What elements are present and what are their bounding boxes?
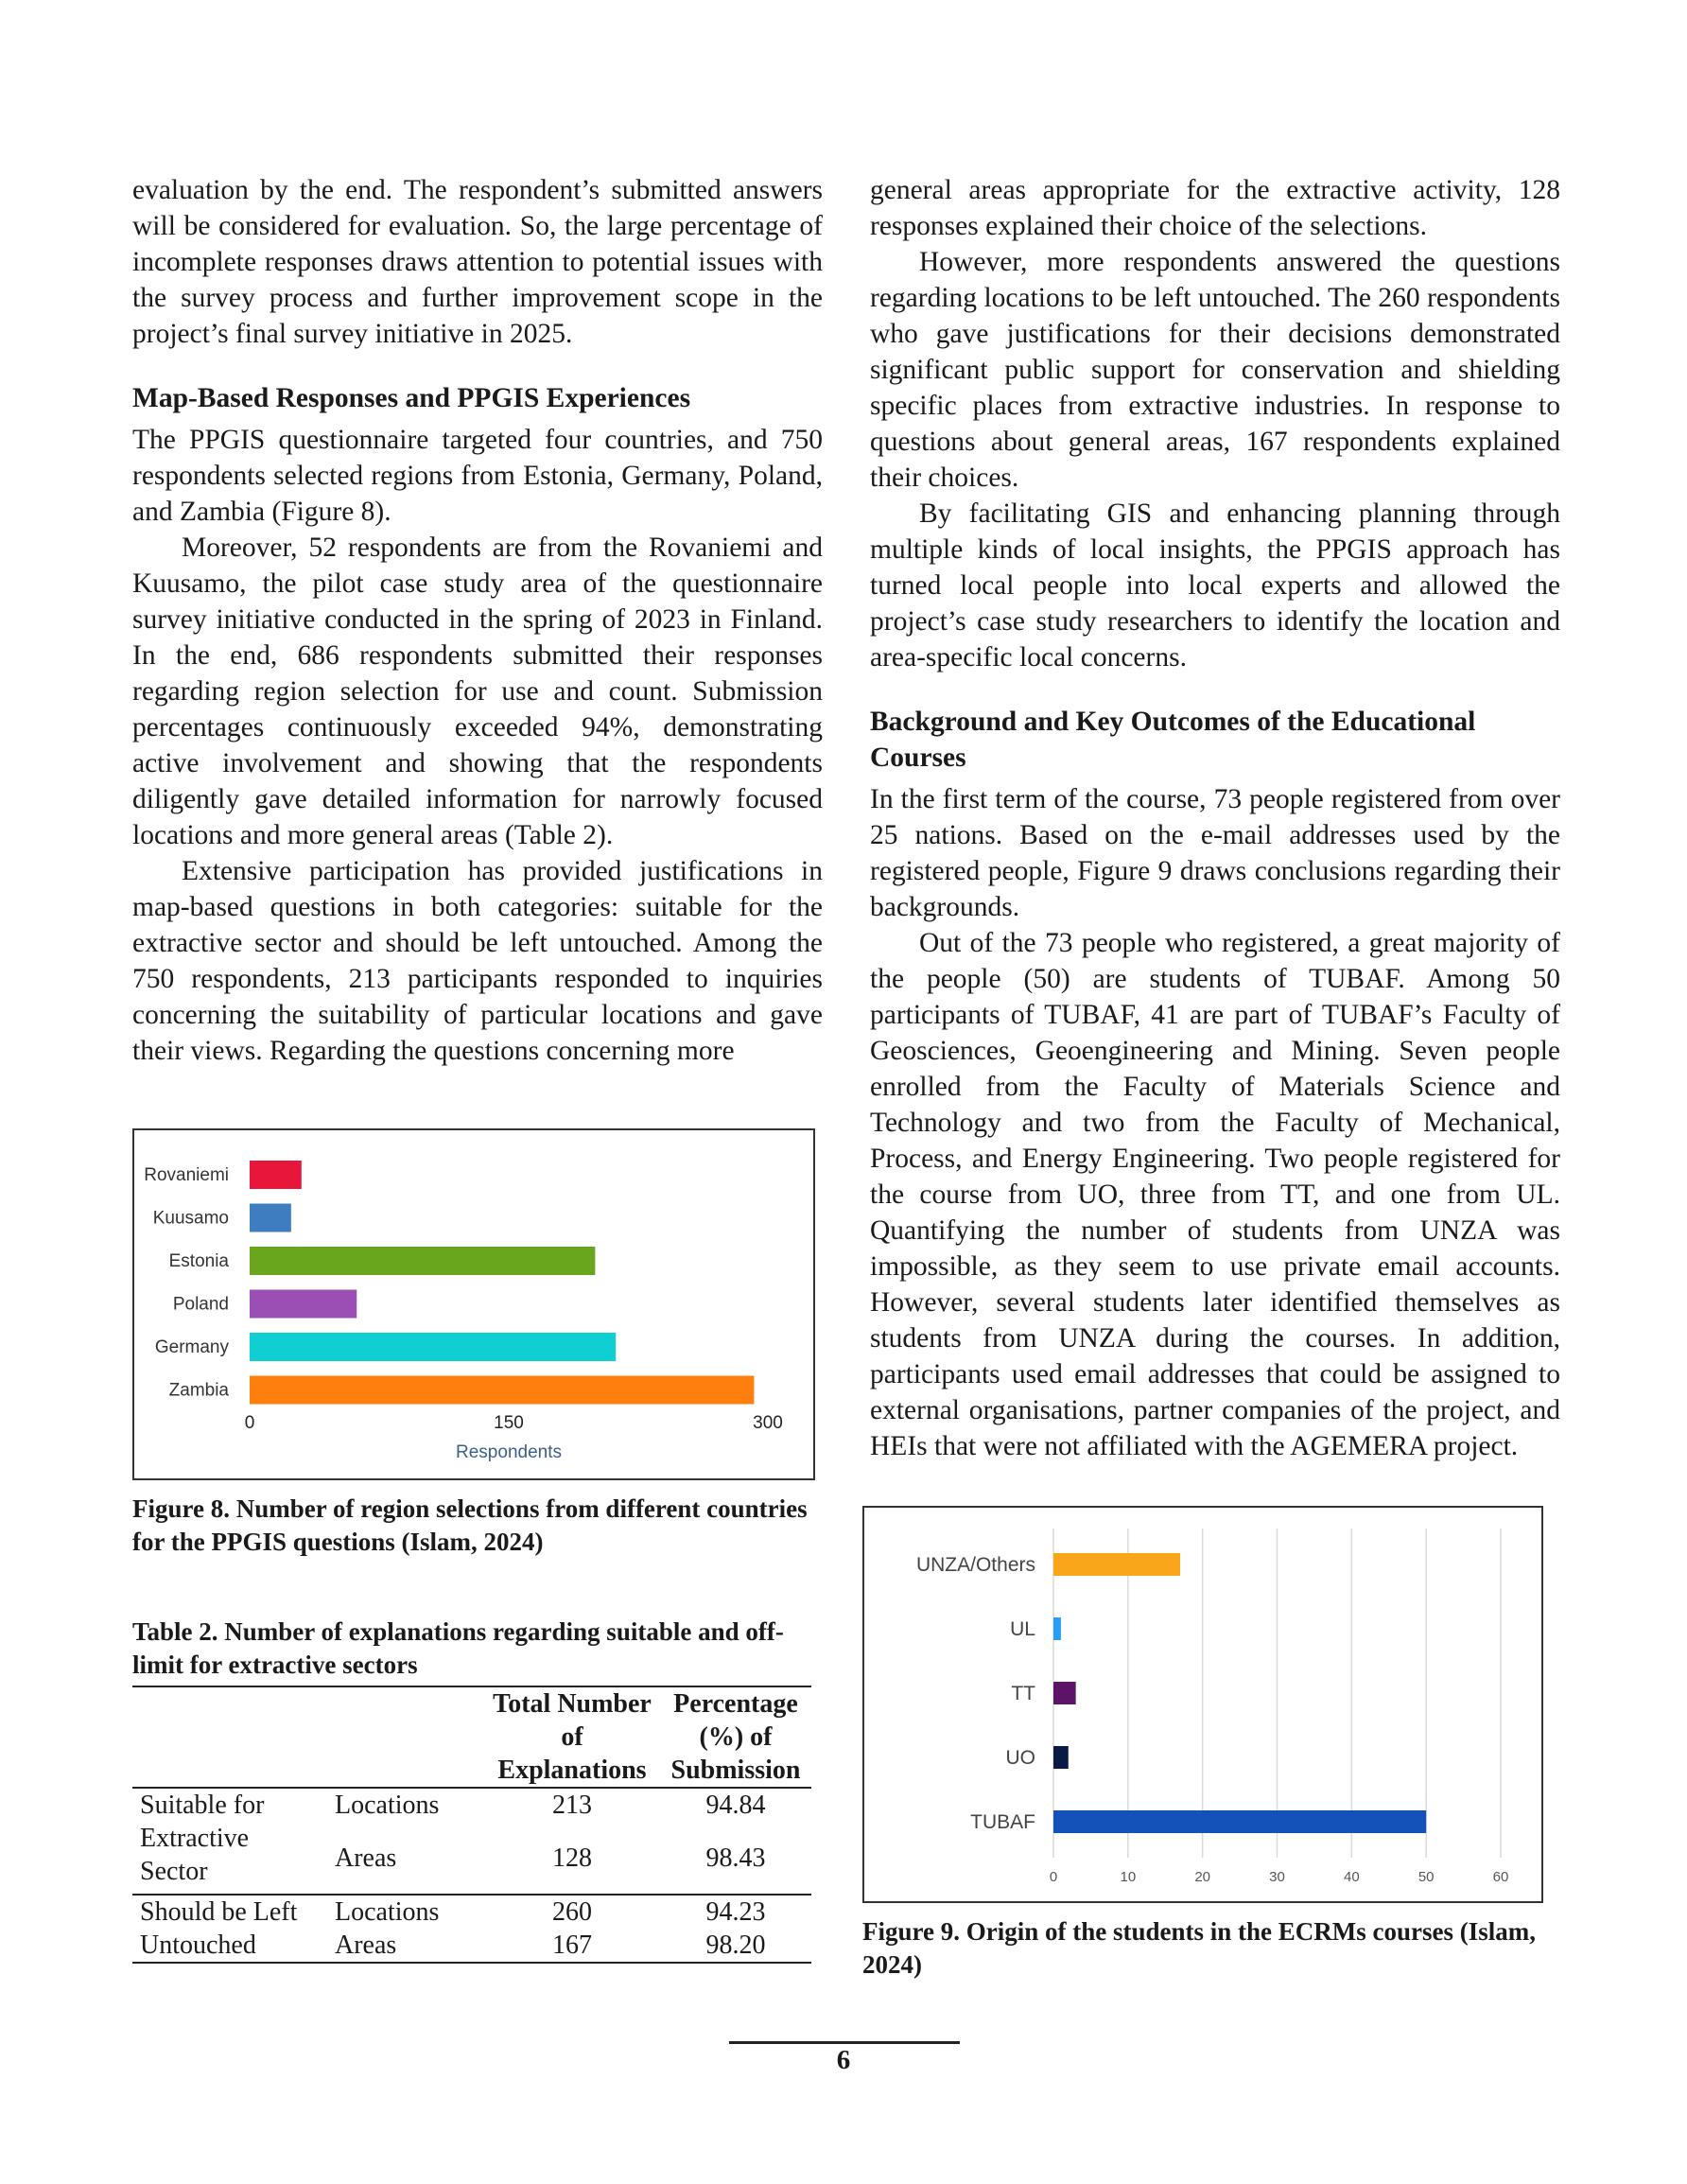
bar — [1053, 1810, 1426, 1833]
table-row — [132, 1788, 811, 1842]
y-tick-label: UO — [1005, 1747, 1035, 1769]
y-tick-label: UL — [1010, 1618, 1035, 1640]
figure-8-chart — [132, 1128, 815, 1480]
figure-8-svg — [134, 1130, 813, 1478]
table-header-total: Total Number of Explanations — [493, 1689, 652, 1785]
paragraph: However, more respondents answered the questions regarding locations to be left untouched. The 260 respondents who gave justifications for their decisions demonstrated significant public support for conservation and shielding specific places from extractive industries. In response to questions about general areas, 167 respondents explained their choices. — [870, 247, 1560, 493]
table-cell: 94.84 — [705, 1791, 766, 1820]
bar — [250, 1204, 291, 1232]
bar — [250, 1290, 357, 1319]
bar — [1053, 1617, 1061, 1640]
table-cell: Locations — [335, 1791, 440, 1820]
table-header-empty — [327, 1686, 484, 1788]
x-tick-label: 150 — [494, 1413, 524, 1433]
y-tick-label: Kuusamo — [152, 1208, 229, 1229]
table-cell: Locations — [335, 1897, 440, 1927]
section-heading: Background and Key Outcomes of the Educational Courses — [870, 707, 1476, 773]
bar — [250, 1247, 595, 1275]
paragraph: In the first term of the course, 73 people registered from over 25 nations. Based on the e-mail addresses used by the registered people, Figure 9 draws conclusions regarding their backgrounds. — [870, 784, 1560, 922]
paragraph: By facilitating GIS and enhancing planning through multiple kinds of local insights, the PPGIS approach has turned local people into local experts and allowed the project’s case study researchers to identify the location and area-specific local concerns. — [870, 498, 1560, 673]
x-tick-label: 30 — [1269, 1869, 1285, 1885]
y-tick-label: UNZA/Others — [915, 1554, 1035, 1576]
bar — [250, 1333, 616, 1361]
x-tick-label: 40 — [1343, 1869, 1360, 1885]
bar — [1053, 1746, 1069, 1769]
table-header-percentage: Percentage (%) of Submission — [670, 1689, 801, 1785]
table-cell: 98.20 — [705, 1931, 766, 1960]
table-cell: 167 — [552, 1931, 592, 1960]
paragraph: Out of the 73 people who registered, a great majority of the people (50) are students of TUBAF. Among 50 participants of TUBAF, 41 are part of TUBAF’s Faculty of Geosciences, Geoengineering and Mining. Seven people enrolled from the Faculty of Materials Science and Technology and two from the Faculty of Mechanical, Process, and Energy Engineering. Two people registered for the course from UO, three from TT, and one from UL. Quantifying the number of students from UNZA was impossible, as they seem to use private email accounts. However, several students later identified themselves as students from UNZA during the courses. In addition, participants used email addresses that could be assigned to external organisations, partner companies of the project, and HEIs that were not affiliated with the AGEMERA project. — [870, 928, 1560, 1461]
table-cell: 213 — [552, 1791, 592, 1820]
paragraph: Moreover, 52 respondents are from the Rovaniemi and Kuusamo, the pilot case study area of the questionnaire survey initiative conducted in the spring of 2023 in Finland. In the end, 686 respondents submitted their responses regarding region selection for use and count. Submission percentages continuously exceeded 94%, demonstrating active involvement and showing that the respondents diligently gave detailed information for narrowly focused locations and more general areas (Table 2). — [132, 533, 823, 850]
bar — [1053, 1682, 1076, 1704]
y-tick-label: Zambia — [168, 1380, 229, 1401]
y-tick-label: TUBAF — [970, 1811, 1035, 1833]
table-cell-group: Suitable for Extractive Sector — [140, 1791, 265, 1886]
table-2 — [132, 1686, 811, 1964]
footer-rule — [729, 2041, 960, 2044]
x-tick-label: 20 — [1194, 1869, 1211, 1885]
table-cell: 260 — [552, 1897, 592, 1927]
x-axis-label: Respondents — [456, 1442, 562, 1462]
paragraph: general areas appropriate for the extractive activity, 128 responses explained their choice of the selections. — [870, 175, 1560, 241]
y-tick-label: Poland — [172, 1294, 229, 1315]
paragraph: Extensive participation has provided justifications in map-based questions in both categories: suitable for the extractive sector and should be left untouched. Among the 750 respondents, 213 participants responded to inquiries concerning the suitability of particular locations and gave their views. Regarding the questions concerning more — [132, 856, 823, 1066]
x-tick-label: 10 — [1120, 1869, 1137, 1885]
x-tick-label: 0 — [1049, 1869, 1058, 1885]
figure-9-chart — [862, 1506, 1543, 1903]
table-cell: Areas — [335, 1843, 397, 1873]
x-tick-label: 300 — [753, 1413, 783, 1433]
y-tick-label: TT — [1011, 1683, 1035, 1704]
table-header-empty — [132, 1686, 327, 1788]
paragraph: The PPGIS questionnaire targeted four countries, and 750 respondents selected regions from Estonia, Germany, Poland, and Zambia (Figure 8). — [132, 425, 823, 527]
table-cell: 94.23 — [705, 1897, 766, 1927]
table-cell: 128 — [552, 1843, 592, 1873]
y-tick-label: Germany — [154, 1337, 229, 1357]
y-tick-label: Estonia — [168, 1251, 229, 1271]
x-tick-label: 0 — [244, 1413, 255, 1433]
figure-9-svg — [864, 1508, 1541, 1901]
table-row — [132, 1895, 811, 1929]
section-heading: Map-Based Responses and PPGIS Experiences — [132, 383, 691, 413]
paragraph: evaluation by the end. The respondent’s submitted answers will be considered for evaluation. So, the large percentage of incomplete responses draws attention to potential issues with the survey process and further improvement scope in the project’s final survey initiative in 2025. — [132, 175, 823, 349]
page-number: 6 — [836, 2045, 851, 2075]
figure-8-caption: Figure 8. Number of region selections from different countries for the PPGIS questions (Islam, 2024) — [132, 1494, 808, 1556]
table-cell-group: Should be Left Untouched — [140, 1897, 298, 1960]
right-column — [870, 172, 1560, 1464]
bar — [250, 1161, 302, 1189]
x-tick-label: 50 — [1417, 1869, 1435, 1885]
figure-9-caption: Figure 9. Origin of the students in the ECRMs courses (Islam, 2024) — [862, 1917, 1536, 1979]
y-tick-label: Rovaniemi — [144, 1165, 229, 1185]
left-column — [132, 172, 823, 1069]
bar — [1053, 1553, 1180, 1576]
table-cell: Areas — [335, 1931, 397, 1960]
table-cell: 98.43 — [705, 1843, 766, 1873]
bar — [250, 1376, 754, 1405]
table-2-caption: Table 2. Number of explanations regarding suitable and off-limit for extractive sectors — [132, 1617, 784, 1679]
x-tick-label: 60 — [1492, 1869, 1509, 1885]
